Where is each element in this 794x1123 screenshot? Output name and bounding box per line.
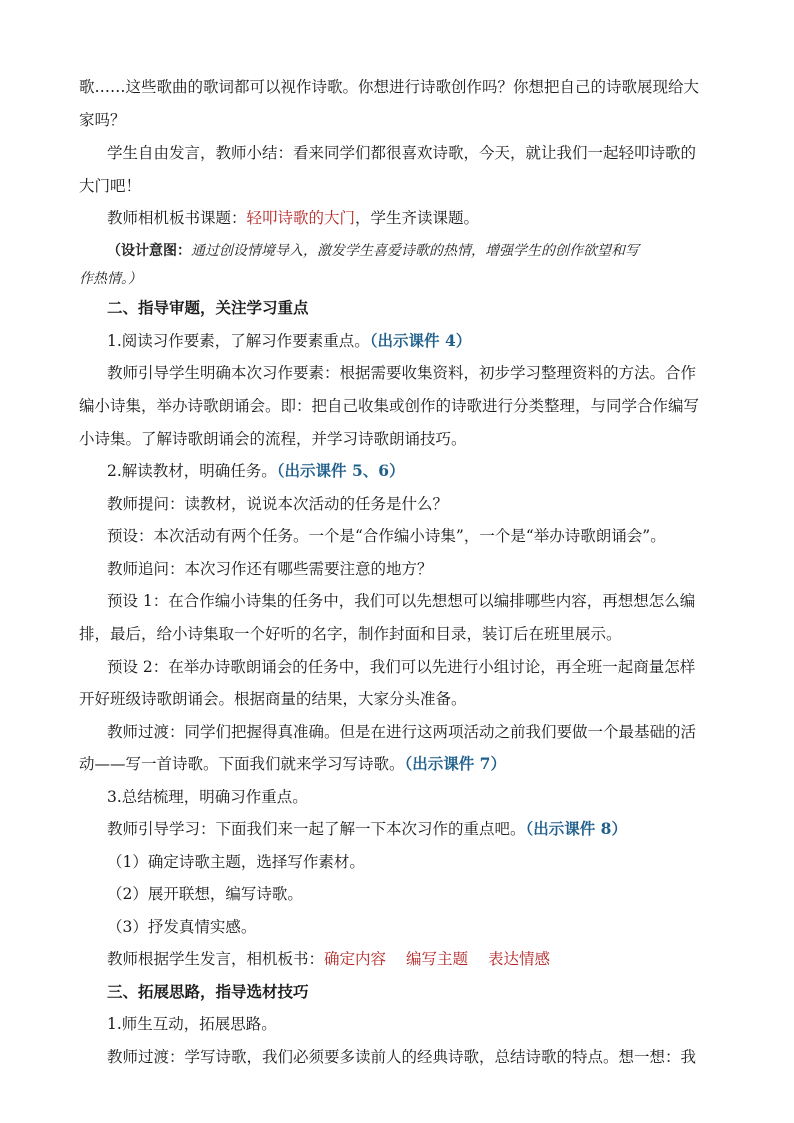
subsection-heading: [107, 460, 747, 482]
lesson-title: 轻叩诗歌的大门: [246, 209, 356, 227]
paragraph-line: [107, 818, 747, 840]
design-intent-label: （设计意图：: [107, 243, 191, 259]
subsection-heading: 1.师生互动，拓展思路。: [107, 1015, 277, 1033]
paragraph-line: 家吗？: [79, 111, 126, 129]
section-heading: 三、拓展思路，指导选材技巧: [107, 982, 309, 1001]
paragraph-line: [107, 207, 747, 229]
paragraph-line: 开好班级诗歌朗诵会。根据商量的结果，大家分头准备。: [79, 690, 467, 708]
paragraph-line: 预设：本次活动有两个任务。一个是“合作编小诗集”，一个是“举办诗歌朗诵会”。: [107, 527, 666, 545]
text: 教师引导学习：下面我们来一起了解一下本次习作的重点吧。: [107, 820, 526, 838]
paragraph-line: 教师过渡：学写诗歌，我们必须要多读前人的经典诗歌，总结诗歌的特点。想一想：我: [107, 1048, 697, 1066]
paragraph-line: 预设 1：在合作编小诗集的任务中，我们可以先想想可以编排哪些内容，再想想怎么编: [107, 592, 696, 610]
text: 1.阅读习作要素，了解习作要素重点。: [107, 332, 370, 350]
paragraph-line: [79, 753, 719, 775]
list-item: （2）展开联想，编写诗歌。: [107, 885, 303, 903]
board-note: 确定内容: [324, 950, 387, 968]
design-intent-line: [107, 240, 747, 262]
paragraph-line: 排，最后，给小诗集取一个好听的名字，制作封面和目录，装订后在班里展示。: [79, 625, 622, 643]
text: ，学生齐读课题。: [355, 209, 480, 227]
paragraph-line: 教师引导学生明确本次习作要素：根据需要收集资料，初步学习整理资料的方法。合作: [107, 364, 697, 382]
slide-ref: （出示课件 5、6）: [276, 461, 405, 480]
text: 教师相机板书课题：: [107, 209, 247, 227]
paragraph-line: 教师过渡：同学们把握得真准确。但是在进行这两项活动之前我们要做一个最基础的活: [107, 723, 697, 741]
text: 教师根据学生发言，相机板书：: [107, 950, 325, 968]
subsection-heading: [107, 330, 747, 352]
paragraph-line: 小诗集。了解诗歌朗诵会的流程，并学习诗歌朗诵技巧。: [79, 430, 467, 448]
paragraph-line: 编小诗集，举办诗歌朗诵会。即：把自己收集或创作的诗歌进行分类整理，与同学合作编写: [79, 397, 700, 415]
paragraph-line: 教师提问：读教材，说说本次活动的任务是什么？: [107, 495, 449, 513]
text: 2.解读教材，明确任务。: [107, 462, 277, 480]
slide-ref: （出示课件 7）: [404, 754, 506, 773]
design-intent-line: 作热情。）: [79, 271, 142, 287]
text: 通过创设情境导入，激发学生喜爱诗歌的热情，增强学生的创作欲望和写: [191, 243, 639, 259]
paragraph-line: 大门吧！: [79, 177, 142, 195]
list-item: （3）抒发真情实感。: [107, 918, 257, 936]
text: 动——写一首诗歌。下面我们就来学习写诗歌。: [79, 755, 405, 773]
slide-ref: （出示课件 4）: [369, 331, 472, 350]
list-item: （1）确定诗歌主题，选择写作素材。: [107, 853, 365, 871]
paragraph-line: 歌……这些歌曲的歌词都可以视作诗歌。你想进行诗歌创作吗？你想把自己的诗歌展现给大: [79, 78, 700, 96]
paragraph-line: 预设 2：在举办诗歌朗诵会的任务中，我们可以先进行小组讨论，再全班一起商量怎样: [107, 658, 696, 676]
subsection-heading: 3.总结梳理，明确习作重点。: [107, 788, 308, 806]
board-note: 表达情感: [488, 950, 551, 968]
paragraph-line: 教师追问：本次习作还有哪些需要注意的地方？: [107, 560, 433, 578]
paragraph-line: 学生自由发言，教师小结：看来同学们都很喜欢诗歌，今天，就让我们一起轻叩诗歌的: [107, 144, 697, 162]
section-heading: 二、指导审题，关注学习重点: [107, 298, 309, 317]
board-note: 编写主题: [406, 950, 469, 968]
slide-ref: （出示课件 8）: [525, 819, 627, 838]
paragraph-line: [107, 948, 747, 970]
